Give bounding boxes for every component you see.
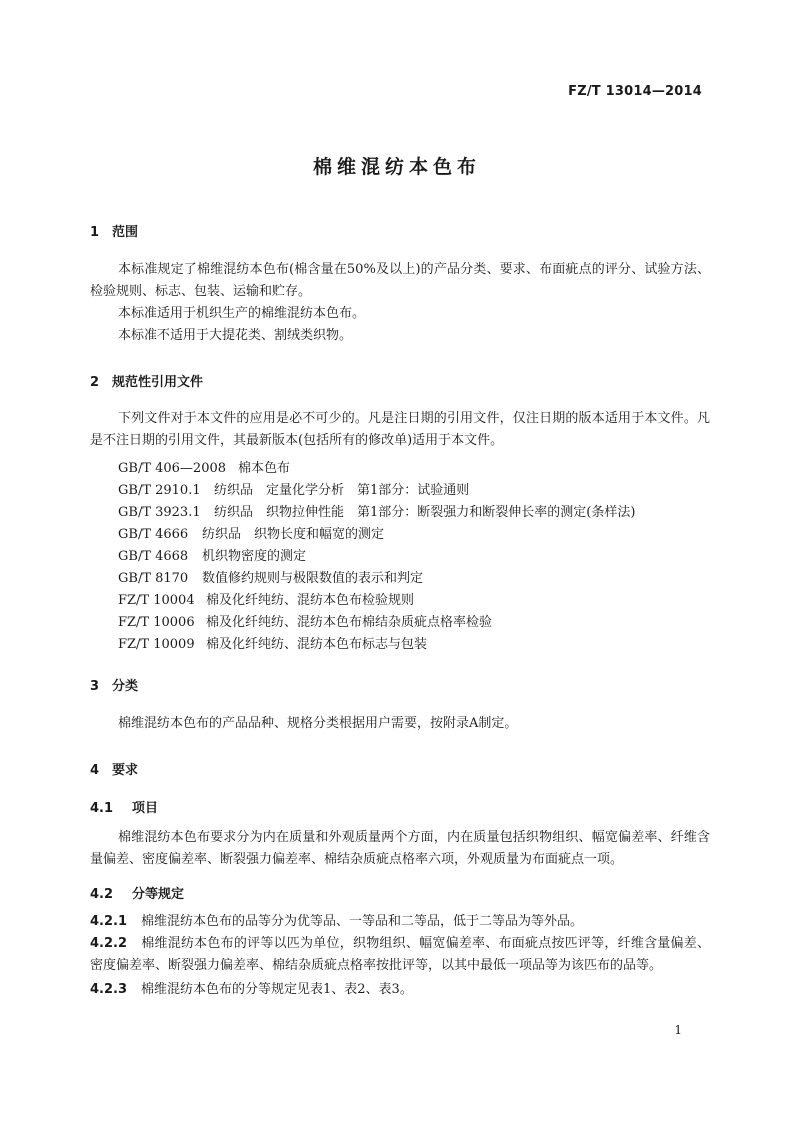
reference-item — [118, 633, 427, 652]
reference-title: 纺织品 定量化学分析 第1部分：试验通则 — [214, 483, 470, 498]
reference-item — [118, 457, 290, 476]
section-title: 范围 — [112, 225, 139, 240]
clause-number: 4.2.3 — [90, 982, 128, 997]
reference-code: GB/T 2910.1 — [118, 483, 201, 498]
section-number: 2 — [90, 375, 100, 390]
reference-title: 纺织品 织物拉伸性能 第1部分：断裂强力和断裂伸长率的测定(条样法) — [214, 505, 636, 520]
reference-title: 纺织品 织物长度和幅宽的测定 — [202, 527, 385, 542]
section-4-heading — [90, 759, 138, 778]
clause-4-2-3 — [90, 979, 710, 1001]
section-2-heading — [90, 371, 203, 390]
section-number: 1 — [90, 225, 100, 240]
reference-title: 机织物密度的测定 — [202, 549, 307, 564]
section-number: 4.2 — [90, 887, 114, 902]
clause-number: 4.2.2 — [90, 936, 128, 951]
section-title: 项目 — [132, 801, 159, 816]
section-title: 要求 — [112, 763, 139, 778]
reference-code: GB/T 4668 — [118, 549, 189, 564]
reference-title: 棉及化纤纯纺、混纺本色布标志与包装 — [206, 637, 428, 652]
reference-title: 棉及化纤纯纺、混纺本色布检验规则 — [206, 593, 415, 608]
reference-item — [118, 501, 635, 520]
section-3-heading — [90, 675, 138, 694]
section-title: 规范性引用文件 — [112, 375, 204, 390]
section-title: 分等规定 — [132, 887, 185, 902]
clause-number: 4.2.1 — [90, 914, 128, 929]
document-title: 棉维混纺本色布 — [312, 156, 481, 178]
reference-code: GB/T 406—2008 — [118, 461, 227, 476]
reference-code: FZ/T 10004 — [118, 593, 195, 608]
reference-item — [118, 611, 492, 630]
reference-item — [118, 589, 414, 608]
reference-title: 数值修约规则与极限数值的表示和判定 — [202, 571, 424, 586]
subsection-4-1-heading — [90, 797, 158, 816]
section-number: 4 — [90, 763, 100, 778]
reference-item — [118, 479, 469, 498]
clause-4-2-1 — [90, 911, 710, 933]
reference-code: FZ/T 10006 — [118, 615, 195, 630]
standard-number: FZ/T 13014—2014 — [568, 84, 702, 99]
clause-text: 棉维混纺本色布的品等分为优等品、一等品和二等品，低于二等品为等外品。 — [141, 914, 584, 929]
scope-exclusion: 本标准不适用于大提花类、割绒类织物。 — [118, 328, 353, 343]
clause-text: 棉维混纺本色布的分等规定见表1、表2、表3。 — [141, 982, 413, 997]
scope-paragraph: 本标准规定了棉维混纺本色布(棉含量在50%及以上)的产品分类、要求、布面疵点的评分、试验方法、检验规则、标志、包装、运输和贮存。 — [90, 262, 710, 299]
subsection-4-2-heading — [90, 883, 184, 902]
reference-code: GB/T 8170 — [118, 571, 189, 586]
reference-code: FZ/T 10009 — [118, 637, 195, 652]
clause-4-2-2 — [90, 933, 710, 977]
reference-item — [118, 523, 384, 542]
reference-title: 棉及化纤纯纺、混纺本色布棉结杂质疵点格率检验 — [206, 615, 493, 630]
scope-applicability: 本标准适用于机织生产的棉维混纺本色布。 — [118, 306, 366, 321]
section-1-heading — [90, 221, 138, 240]
section-number: 4.1 — [90, 801, 114, 816]
reference-title: 棉本色布 — [238, 461, 291, 476]
reference-code: GB/T 4666 — [118, 527, 189, 542]
reference-item — [118, 545, 306, 564]
clause-text: 棉维混纺本色布的评等以匹为单位，织物组织、幅宽偏差率、布面疵点按匹评等，纤维含量偏差、密度偏差率、断裂强力偏差率、棉结杂质疵点格率按批评等，以其中最低一项品等为该匹布的品等。 — [90, 936, 710, 973]
reference-code: GB/T 3923.1 — [118, 505, 201, 520]
reference-item — [118, 567, 423, 586]
section-number: 3 — [90, 679, 100, 694]
page-number: 1 — [674, 1023, 682, 1037]
references-intro: 下列文件对于本文件的应用是必不可少的。凡是注日期的引用文件，仅注日期的版本适用于本文件。凡是不注日期的引用文件，其最新版本(包括所有的修改单)适用于本文件。 — [90, 411, 710, 448]
section-title: 分类 — [112, 679, 139, 694]
items-paragraph: 棉维混纺本色布要求分为内在质量和外观质量两个方面，内在质量包括织物组织、幅宽偏差率、纤维含量偏差、密度偏差率、断裂强力偏差率、棉结杂质疵点格率六项，外观质量为布面疵点一项。 — [90, 830, 710, 867]
classification-paragraph: 棉维混纺本色布的产品品种、规格分类根据用户需要，按附录A制定。 — [118, 716, 518, 731]
